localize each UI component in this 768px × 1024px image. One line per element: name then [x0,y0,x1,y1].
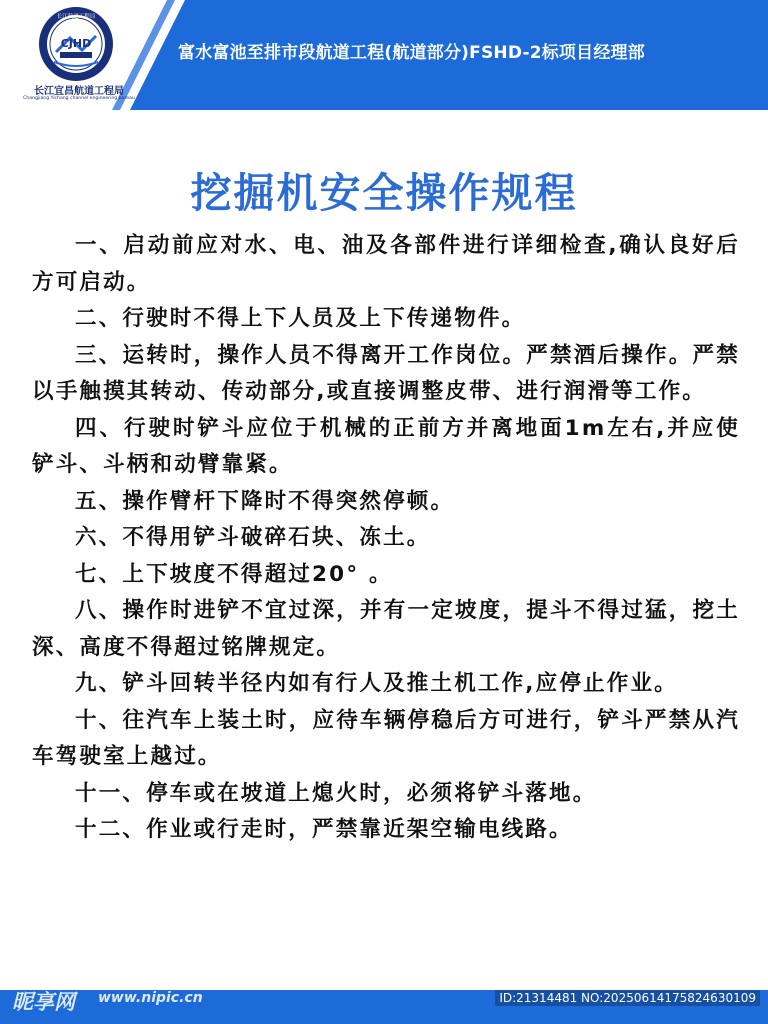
watermark-url: www.nipic.cn [98,990,203,1006]
rule-item: 九、铲斗回转半径内如有行人及推土机工作,应停止作业。 [75,671,678,696]
rule-item: 三、运转时，操作人员不得离开工作岗位。严禁酒后操作。严禁以手触摸其转动、传动部分,或直接调整皮带、进行润滑等工作。 [32,342,740,404]
rule-item: 十二、作业或行走时，严禁靠近架空输电线路。 [75,817,573,842]
logo-monogram: CJHD [60,37,92,50]
watermark: 昵享网 [12,990,75,1014]
rule-item: 七、上下坡度不得超过20° 。 [75,561,393,587]
rule-item: 二、行驶时不得上下人员及上下传递物件。 [75,306,526,331]
page-title: 挖掘机安全操作规程 [190,169,578,217]
rule-item: 一、启动前应对水、电、油及各部件进行详细检查,确认良好后方可启动。 [32,233,740,295]
rule-item: 四、行驶时铲斗应位于机械的正前方并离地面1m左右,并应使铲斗、斗柄和动臂靠紧。 [32,415,740,477]
rule-item: 十一、停车或在坡道上熄火时，必须将铲斗落地。 [75,780,597,806]
image-id-label: ID:21314481 NO:20250614175824630109 [495,990,760,1006]
logo-seal-text: 长江航道工程局 [56,14,96,20]
organization-logo [0,0,150,110]
project-title: 富水富池至排市段航道工程(航道部分)FSHD-2标项目经理部 [178,43,645,63]
rule-item: 十、往汽车上装土时，应待车辆停稳后方可进行，铲斗严禁从汽车驾驶室上越过。 [32,707,740,769]
rule-item: 八、操作时进铲不宜过深，并有一定坡度，提斗不得过猛，挖土深、高度不得超过铭牌规定。 [32,598,740,660]
organization-name: 长江宜昌航道工程局 [34,86,124,97]
rule-item: 六、不得用铲斗破碎石块、冻土。 [75,525,431,550]
rules-list [32,228,740,849]
header [0,0,768,110]
logo-emblem-icon [0,0,150,84]
organization-name-en: Changjiang Yichang channel engineering bureau [23,96,135,101]
rule-item: 五、操作臂杆下降时不得突然停顿。 [75,488,455,514]
